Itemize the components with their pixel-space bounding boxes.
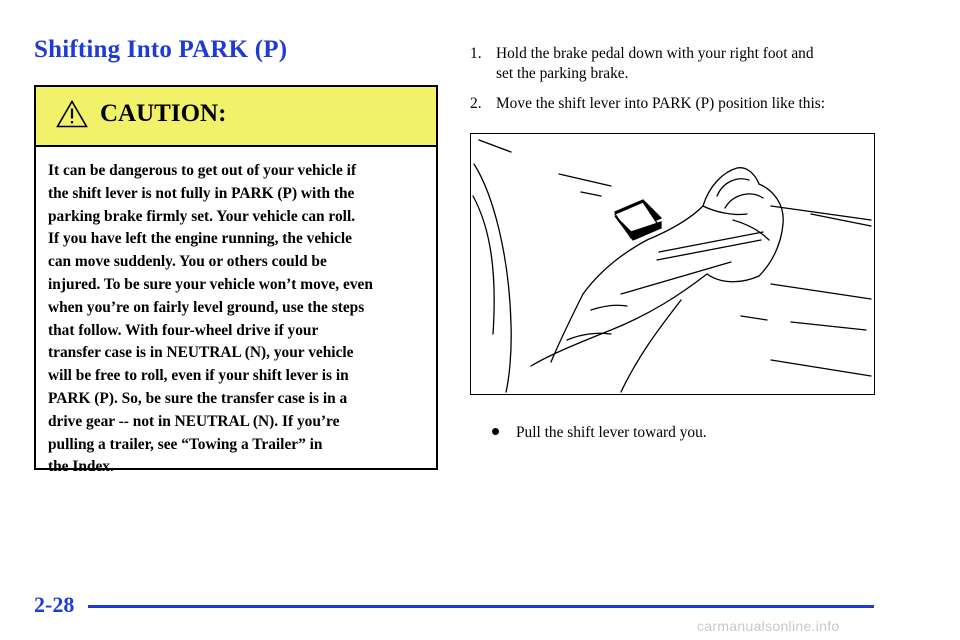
steps-list xyxy=(470,44,910,124)
page-number: 2-28 xyxy=(34,592,75,617)
footer-rule xyxy=(88,605,874,608)
step-text: Hold the brake pedal down with your right foot and xyxy=(496,45,814,62)
caution-line: parking brake firmly set. Your vehicle can roll. xyxy=(48,207,356,225)
shift-lever-illustration xyxy=(470,133,875,395)
caution-line: If you have left the engine running, the vehicle xyxy=(48,230,352,248)
caution-line: when you’re on fairly level ground, use the steps xyxy=(48,298,365,316)
bullet-item xyxy=(492,424,707,442)
step-number: 1. xyxy=(470,45,482,62)
caution-header xyxy=(36,87,436,147)
bullet-text: Pull the shift lever toward you. xyxy=(516,424,707,441)
step-item xyxy=(470,94,910,114)
caution-line: pulling a trailer, see “Towing a Trailer” in xyxy=(48,435,323,453)
watermark: carmanualsonline.info xyxy=(697,618,840,634)
step-number: 2. xyxy=(470,95,482,112)
caution-line: the Index. xyxy=(48,458,114,476)
caution-line: that follow. With four-wheel drive if your xyxy=(48,321,319,339)
caution-box xyxy=(34,85,438,476)
step-text: Move the shift lever into PARK (P) position like this: xyxy=(496,95,826,112)
step-text: set the parking brake. xyxy=(496,65,629,82)
caution-line: drive gear -- not in NEUTRAL (N). If you’re xyxy=(48,412,340,430)
caution-line: transfer case is in NEUTRAL (N), your vehicle xyxy=(48,344,354,362)
caution-line: PARK (P). So, be sure the transfer case is in a xyxy=(48,389,348,407)
caution-line: can move suddenly. You or others could be xyxy=(48,253,327,271)
page-title: Shifting Into PARK (P) xyxy=(34,36,288,63)
caution-label: CAUTION: xyxy=(100,100,227,127)
caution-line: It can be dangerous to get out of your vehicle if xyxy=(48,162,357,179)
caution-line: the shift lever is not fully in PARK (P) with the xyxy=(48,184,355,202)
caution-text xyxy=(36,147,436,479)
caution-line: will be free to roll, even if your shift lever is in xyxy=(48,367,349,385)
warning-triangle-icon xyxy=(56,100,88,128)
caution-line: injured. To be sure your vehicle won’t move, even xyxy=(48,275,373,293)
step-item xyxy=(470,44,910,84)
shift-lever-drawing xyxy=(471,134,873,393)
bullet-dot-icon xyxy=(492,428,499,435)
